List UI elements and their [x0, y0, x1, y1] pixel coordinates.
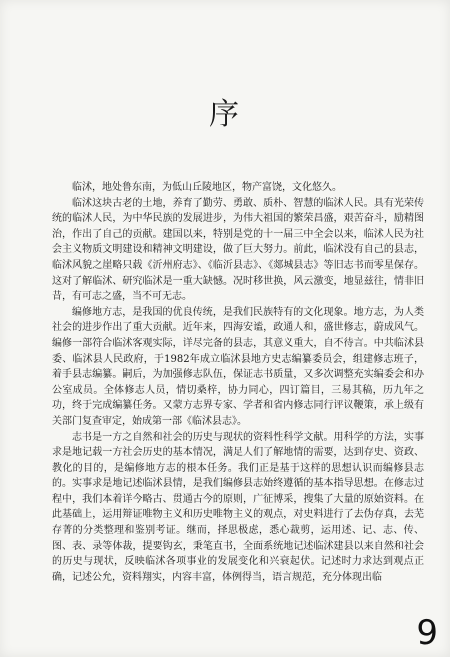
- paragraph: 临沭这块古老的土地，养育了勤劳、勇敢、质朴、智慧的临沭人民。具有光荣传统的临沭人民，为中华民族的发展进步，为伟大祖国的繁荣昌盛，艰苦奋斗，励精图治，作出了自己的贡献。建国以来，特别是党的十一届三中全会以来，临沭人民为社会主义物质文明建设和精神文明建设，做了巨大努力。前此，临沭没有自己的县志，临沭风貌之崖略只载《沂州府志》、《临沂县志》、《郯城县志》等旧志书而零星保存。这对了解临沭、研究临沭是一重大缺憾。况时移世换，风云激变，地显兹往，情非旧昔，有可志之盛，当不可无志。: [52, 197, 424, 303]
- preface-body: [52, 180, 424, 585]
- page-number-mark: 9: [416, 613, 438, 653]
- paragraph: 临沭，地处鲁东南，为低山丘陵地区，物产富饶，文化悠久。: [72, 182, 342, 193]
- paragraph: 志书是一方之自然和社会的历史与现状的资料性科学文献。用科学的方法，实事求是地记载一方社会历史的基本情况，满足人们了解地情的需要，达到存史、资政、教化的目的，是编修地方志的根本任务。我们正是基于这样的思想认识而编修县志的。实事求是地记述临沭县情，是我们编修县志始终遵循的基本指导思想。在修志过程中，我们本着详今略古、贯通古今的原则，广征博采，搜集了大量的原始资料。在此基础上，运用辩证唯物主义和历史唯物主义的观点，对史料进行了去伪存真，去芜存菁的分类整理和鉴别考证。继而，择思极虑，悉心裁剪，运用述、记、志、传、图、表、录等体裁，提要钩玄，秉笔直书，全面系统地记述临沭建县以来自然和社会的历史与现状，反映临沭各项事业的发展变化和兴衰起伏。记述时力求达到观点正确，记述公允，资料翔实，内容丰富，体例得当，语言规范，充分体现出临: [52, 431, 424, 583]
- page-title: 序: [209, 97, 241, 132]
- paragraph: 编修地方志，是我国的优良传统，是我们民族特有的文化现象。地方志，为人类社会的进步作出了重大贡献。近年来，四海安谧，政通人和，盛世修志，蔚成风气。编修一部符合临沭客观实际，详尽完备的县志，其意义重大，自不待言。中共临沭县委、临沭县人民政府，于1982年成立临沭县地方史志编纂委员会，组建修志班子，着手县志编纂。嗣后，为加强修志队伍，保证志书质量，又多次调整充实编委会和办公室成员。全体修志人员，情切桑梓，协力同心，四订篇目，三易其稿，历九年之功，终于完成编纂任务。又蒙方志界专家、学者和省内修志同行评议鞭策，承上级有关部门复查审定，始成第一部《临沭县志》。: [52, 306, 424, 427]
